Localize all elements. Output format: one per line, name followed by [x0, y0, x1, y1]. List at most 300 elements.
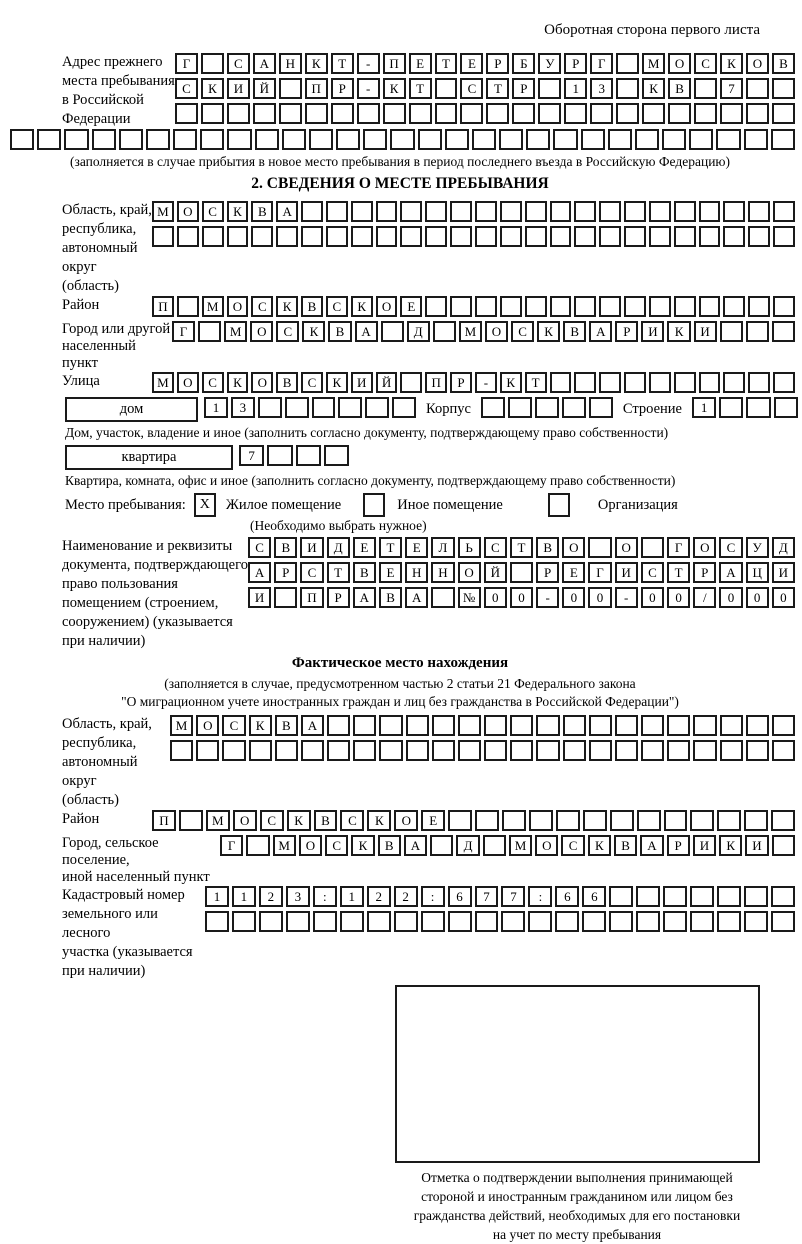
char-cell[interactable]: М	[459, 321, 482, 342]
char-cell[interactable]	[502, 810, 526, 831]
char-cell[interactable]	[418, 129, 442, 150]
char-cell[interactable]: О	[693, 537, 716, 558]
char-cell[interactable]: В	[274, 537, 297, 558]
char-cell[interactable]: М	[152, 201, 174, 222]
char-cell[interactable]	[694, 78, 717, 99]
char-cell[interactable]	[693, 715, 716, 736]
char-cell[interactable]: 1	[232, 886, 256, 907]
char-cell[interactable]	[674, 201, 696, 222]
char-cell[interactable]: К	[276, 296, 298, 317]
char-cell[interactable]	[562, 397, 586, 418]
char-cell[interactable]	[357, 103, 380, 124]
char-cell[interactable]	[484, 715, 507, 736]
char-cell[interactable]	[773, 226, 795, 247]
char-cell[interactable]: С	[641, 562, 664, 583]
char-cell[interactable]	[379, 715, 402, 736]
char-cell[interactable]: К	[351, 296, 373, 317]
char-cell[interactable]	[175, 103, 198, 124]
char-cell[interactable]	[475, 296, 497, 317]
char-cell[interactable]	[64, 129, 88, 150]
char-cell[interactable]	[276, 226, 298, 247]
char-cell[interactable]: П	[152, 296, 174, 317]
char-cell[interactable]	[376, 201, 398, 222]
char-cell[interactable]: К	[719, 835, 742, 856]
char-cell[interactable]	[510, 562, 533, 583]
char-cell[interactable]: :	[313, 886, 337, 907]
char-cell[interactable]	[668, 103, 691, 124]
char-cell[interactable]: 6	[555, 886, 579, 907]
char-cell[interactable]	[636, 911, 660, 932]
actual-city-line[interactable]	[220, 835, 795, 856]
char-cell[interactable]	[119, 129, 143, 150]
char-cell[interactable]: А	[405, 587, 428, 608]
char-cell[interactable]: П	[305, 78, 328, 99]
char-cell[interactable]	[475, 226, 497, 247]
char-cell[interactable]	[400, 226, 422, 247]
char-cell[interactable]	[475, 810, 499, 831]
char-cell[interactable]	[536, 740, 559, 761]
char-cell[interactable]: П	[425, 372, 447, 393]
char-cell[interactable]	[472, 129, 496, 150]
char-cell[interactable]	[723, 201, 745, 222]
char-cell[interactable]: У	[746, 537, 769, 558]
char-cell[interactable]: О	[615, 537, 638, 558]
char-cell[interactable]	[202, 226, 224, 247]
char-cell[interactable]	[305, 103, 328, 124]
char-cell[interactable]: Й	[376, 372, 398, 393]
char-cell[interactable]: М	[642, 53, 665, 74]
char-cell[interactable]	[563, 715, 586, 736]
char-cell[interactable]: Р	[536, 562, 559, 583]
char-cell[interactable]: Л	[431, 537, 454, 558]
char-cell[interactable]: К	[720, 53, 743, 74]
char-cell[interactable]: С	[202, 201, 224, 222]
district-line[interactable]	[152, 296, 795, 317]
char-cell[interactable]: О	[458, 562, 481, 583]
char-cell[interactable]: К	[305, 53, 328, 74]
char-cell[interactable]	[690, 911, 714, 932]
char-cell[interactable]	[301, 201, 323, 222]
char-cell[interactable]: №	[458, 587, 481, 608]
char-cell[interactable]: С	[300, 562, 323, 583]
char-cell[interactable]	[771, 911, 795, 932]
char-cell[interactable]: К	[642, 78, 665, 99]
char-cell[interactable]: К	[667, 321, 690, 342]
char-cell[interactable]: Е	[400, 296, 422, 317]
char-cell[interactable]	[196, 740, 219, 761]
char-cell[interactable]: А	[589, 321, 612, 342]
char-cell[interactable]	[744, 911, 768, 932]
char-cell[interactable]	[556, 810, 580, 831]
char-cell[interactable]	[590, 103, 613, 124]
char-cell[interactable]	[525, 201, 547, 222]
char-cell[interactable]: В	[275, 715, 298, 736]
char-cell[interactable]: Й	[253, 78, 276, 99]
char-cell[interactable]: А	[248, 562, 271, 583]
char-cell[interactable]	[246, 835, 269, 856]
char-cell[interactable]	[771, 129, 795, 150]
char-cell[interactable]	[553, 129, 577, 150]
char-cell[interactable]	[486, 103, 509, 124]
char-cell[interactable]	[529, 810, 553, 831]
char-cell[interactable]: Е	[379, 562, 402, 583]
char-cell[interactable]	[667, 740, 690, 761]
char-cell[interactable]	[624, 201, 646, 222]
char-cell[interactable]	[379, 740, 402, 761]
char-cell[interactable]	[746, 321, 769, 342]
char-cell[interactable]	[205, 911, 229, 932]
char-cell[interactable]: С	[460, 78, 483, 99]
char-cell[interactable]	[431, 587, 454, 608]
char-cell[interactable]: 6	[448, 886, 472, 907]
char-cell[interactable]	[312, 397, 336, 418]
char-cell[interactable]	[331, 103, 354, 124]
char-cell[interactable]	[179, 810, 203, 831]
char-cell[interactable]	[550, 226, 572, 247]
char-cell[interactable]	[694, 103, 717, 124]
char-cell[interactable]	[309, 129, 333, 150]
char-cell[interactable]	[327, 715, 350, 736]
char-cell[interactable]: В	[772, 53, 795, 74]
char-cell[interactable]	[475, 201, 497, 222]
structure-cells[interactable]	[692, 397, 798, 418]
char-cell[interactable]	[610, 810, 634, 831]
char-cell[interactable]	[535, 397, 559, 418]
char-cell[interactable]: Т	[525, 372, 547, 393]
char-cell[interactable]	[649, 226, 671, 247]
char-cell[interactable]	[746, 103, 769, 124]
char-cell[interactable]: К	[302, 321, 325, 342]
char-cell[interactable]	[649, 201, 671, 222]
char-cell[interactable]	[326, 226, 348, 247]
char-cell[interactable]: О	[376, 296, 398, 317]
char-cell[interactable]: Р	[667, 835, 690, 856]
char-cell[interactable]	[460, 103, 483, 124]
char-cell[interactable]	[574, 226, 596, 247]
char-cell[interactable]: Т	[435, 53, 458, 74]
char-cell[interactable]	[253, 103, 276, 124]
char-cell[interactable]: К	[351, 835, 374, 856]
char-cell[interactable]	[699, 226, 721, 247]
char-cell[interactable]	[363, 129, 387, 150]
char-cell[interactable]	[510, 715, 533, 736]
previous-address-line-1[interactable]	[175, 53, 795, 74]
char-cell[interactable]: 7	[720, 78, 743, 99]
char-cell[interactable]: И	[772, 562, 795, 583]
char-cell[interactable]	[435, 103, 458, 124]
char-cell[interactable]: Р	[564, 53, 587, 74]
other-premises-checkbox[interactable]	[363, 493, 385, 517]
char-cell[interactable]	[720, 321, 743, 342]
char-cell[interactable]: К	[383, 78, 406, 99]
char-cell[interactable]: В	[379, 587, 402, 608]
title-document-line-3[interactable]	[248, 587, 795, 608]
char-cell[interactable]: Н	[279, 53, 302, 74]
char-cell[interactable]	[483, 835, 506, 856]
char-cell[interactable]: П	[300, 587, 323, 608]
char-cell[interactable]: -	[615, 587, 638, 608]
char-cell[interactable]	[201, 103, 224, 124]
char-cell[interactable]	[222, 740, 245, 761]
char-cell[interactable]	[641, 537, 664, 558]
char-cell[interactable]: С	[484, 537, 507, 558]
char-cell[interactable]: С	[227, 53, 250, 74]
char-cell[interactable]	[251, 226, 273, 247]
region-line-1[interactable]	[152, 201, 795, 222]
char-cell[interactable]: С	[511, 321, 534, 342]
char-cell[interactable]: У	[538, 53, 561, 74]
char-cell[interactable]: Г	[588, 562, 611, 583]
char-cell[interactable]: В	[563, 321, 586, 342]
char-cell[interactable]	[501, 911, 525, 932]
char-cell[interactable]: К	[588, 835, 611, 856]
char-cell[interactable]: С	[325, 835, 348, 856]
char-cell[interactable]	[152, 226, 174, 247]
char-cell[interactable]: Т	[667, 562, 690, 583]
char-cell[interactable]	[227, 129, 251, 150]
char-cell[interactable]	[336, 129, 360, 150]
char-cell[interactable]: С	[222, 715, 245, 736]
char-cell[interactable]	[574, 372, 596, 393]
char-cell[interactable]: О	[177, 372, 199, 393]
char-cell[interactable]	[744, 129, 768, 150]
char-cell[interactable]: К	[227, 201, 249, 222]
char-cell[interactable]: В	[276, 372, 298, 393]
char-cell[interactable]	[589, 740, 612, 761]
char-cell[interactable]: О	[668, 53, 691, 74]
char-cell[interactable]: И	[745, 835, 768, 856]
char-cell[interactable]	[500, 226, 522, 247]
char-cell[interactable]	[616, 53, 639, 74]
char-cell[interactable]: В	[353, 562, 376, 583]
char-cell[interactable]: М	[224, 321, 247, 342]
char-cell[interactable]	[641, 715, 664, 736]
char-cell[interactable]	[484, 740, 507, 761]
char-cell[interactable]	[720, 740, 743, 761]
char-cell[interactable]	[589, 397, 613, 418]
char-cell[interactable]	[663, 911, 687, 932]
actual-district-line[interactable]	[152, 810, 795, 831]
char-cell[interactable]: Д	[327, 537, 350, 558]
char-cell[interactable]	[409, 103, 432, 124]
char-cell[interactable]: В	[301, 296, 323, 317]
char-cell[interactable]	[662, 129, 686, 150]
char-cell[interactable]	[581, 129, 605, 150]
char-cell[interactable]	[201, 53, 224, 74]
char-cell[interactable]	[249, 740, 272, 761]
char-cell[interactable]	[649, 296, 671, 317]
previous-address-line-4[interactable]	[10, 129, 795, 150]
char-cell[interactable]	[525, 296, 547, 317]
char-cell[interactable]: Р	[512, 78, 535, 99]
char-cell[interactable]	[458, 715, 481, 736]
char-cell[interactable]: 0	[510, 587, 533, 608]
char-cell[interactable]	[772, 103, 795, 124]
char-cell[interactable]	[699, 201, 721, 222]
char-cell[interactable]	[717, 810, 741, 831]
char-cell[interactable]: Ь	[458, 537, 481, 558]
char-cell[interactable]	[772, 715, 795, 736]
char-cell[interactable]: -	[475, 372, 497, 393]
char-cell[interactable]	[259, 911, 283, 932]
char-cell[interactable]	[719, 397, 743, 418]
char-cell[interactable]: Г	[667, 537, 690, 558]
char-cell[interactable]: П	[383, 53, 406, 74]
char-cell[interactable]	[232, 911, 256, 932]
char-cell[interactable]: 7	[239, 445, 264, 466]
char-cell[interactable]	[624, 372, 646, 393]
building-cells[interactable]	[481, 397, 613, 418]
char-cell[interactable]	[771, 810, 795, 831]
char-cell[interactable]	[146, 129, 170, 150]
char-cell[interactable]	[353, 715, 376, 736]
char-cell[interactable]	[624, 226, 646, 247]
char-cell[interactable]	[392, 397, 416, 418]
char-cell[interactable]: С	[248, 537, 271, 558]
char-cell[interactable]	[748, 296, 770, 317]
char-cell[interactable]	[365, 397, 389, 418]
char-cell[interactable]: В	[251, 201, 273, 222]
char-cell[interactable]: М	[206, 810, 230, 831]
char-cell[interactable]: О	[746, 53, 769, 74]
char-cell[interactable]	[10, 129, 34, 150]
char-cell[interactable]	[367, 911, 391, 932]
char-cell[interactable]: В	[668, 78, 691, 99]
char-cell[interactable]: Ц	[746, 562, 769, 583]
char-cell[interactable]	[279, 103, 302, 124]
char-cell[interactable]	[772, 740, 795, 761]
char-cell[interactable]: Т	[486, 78, 509, 99]
char-cell[interactable]: 0	[772, 587, 795, 608]
char-cell[interactable]: /	[693, 587, 716, 608]
char-cell[interactable]	[326, 201, 348, 222]
char-cell[interactable]	[255, 129, 279, 150]
char-cell[interactable]	[748, 226, 770, 247]
char-cell[interactable]: О	[251, 372, 273, 393]
char-cell[interactable]: Т	[327, 562, 350, 583]
char-cell[interactable]	[536, 715, 559, 736]
char-cell[interactable]	[615, 715, 638, 736]
house-number-cells[interactable]	[204, 397, 416, 418]
char-cell[interactable]	[723, 372, 745, 393]
previous-address-line-2[interactable]	[175, 78, 795, 99]
char-cell[interactable]	[340, 911, 364, 932]
char-cell[interactable]: Р	[615, 321, 638, 342]
char-cell[interactable]: М	[152, 372, 174, 393]
char-cell[interactable]: Р	[331, 78, 354, 99]
char-cell[interactable]: О	[535, 835, 558, 856]
char-cell[interactable]	[450, 296, 472, 317]
char-cell[interactable]: Д	[456, 835, 479, 856]
char-cell[interactable]: О	[299, 835, 322, 856]
char-cell[interactable]	[526, 129, 550, 150]
char-cell[interactable]	[425, 201, 447, 222]
char-cell[interactable]: П	[152, 810, 176, 831]
char-cell[interactable]: О	[250, 321, 273, 342]
char-cell[interactable]	[313, 911, 337, 932]
char-cell[interactable]	[616, 78, 639, 99]
title-document-line-1[interactable]	[248, 537, 795, 558]
char-cell[interactable]: С	[260, 810, 284, 831]
char-cell[interactable]: А	[719, 562, 742, 583]
char-cell[interactable]	[512, 103, 535, 124]
char-cell[interactable]	[550, 296, 572, 317]
char-cell[interactable]: С	[719, 537, 742, 558]
char-cell[interactable]	[746, 740, 769, 761]
char-cell[interactable]	[667, 715, 690, 736]
char-cell[interactable]	[177, 226, 199, 247]
char-cell[interactable]	[432, 715, 455, 736]
char-cell[interactable]: С	[326, 296, 348, 317]
char-cell[interactable]	[37, 129, 61, 150]
char-cell[interactable]	[448, 810, 472, 831]
char-cell[interactable]: И	[248, 587, 271, 608]
char-cell[interactable]: Е	[409, 53, 432, 74]
char-cell[interactable]	[771, 886, 795, 907]
char-cell[interactable]: Р	[450, 372, 472, 393]
char-cell[interactable]	[588, 537, 611, 558]
char-cell[interactable]: Е	[421, 810, 445, 831]
char-cell[interactable]: Е	[405, 537, 428, 558]
char-cell[interactable]: А	[301, 715, 324, 736]
char-cell[interactable]	[450, 226, 472, 247]
char-cell[interactable]: И	[693, 835, 716, 856]
char-cell[interactable]: С	[202, 372, 224, 393]
char-cell[interactable]	[609, 886, 633, 907]
char-cell[interactable]: -	[357, 53, 380, 74]
char-cell[interactable]	[582, 911, 606, 932]
char-cell[interactable]	[599, 201, 621, 222]
previous-address-line-3[interactable]	[175, 103, 795, 124]
char-cell[interactable]	[445, 129, 469, 150]
char-cell[interactable]: В	[328, 321, 351, 342]
cadastral-line-2[interactable]	[205, 911, 795, 932]
char-cell[interactable]: :	[528, 886, 552, 907]
char-cell[interactable]: К	[537, 321, 560, 342]
char-cell[interactable]: 0	[746, 587, 769, 608]
char-cell[interactable]: 7	[501, 886, 525, 907]
char-cell[interactable]: Т	[409, 78, 432, 99]
char-cell[interactable]	[170, 740, 193, 761]
char-cell[interactable]: Г	[172, 321, 195, 342]
char-cell[interactable]	[773, 372, 795, 393]
char-cell[interactable]: 0	[562, 587, 585, 608]
char-cell[interactable]	[285, 397, 309, 418]
char-cell[interactable]	[663, 886, 687, 907]
char-cell[interactable]: М	[273, 835, 296, 856]
char-cell[interactable]: -	[536, 587, 559, 608]
char-cell[interactable]: С	[301, 372, 323, 393]
char-cell[interactable]: 1	[204, 397, 228, 418]
char-cell[interactable]: И	[227, 78, 250, 99]
char-cell[interactable]	[744, 810, 768, 831]
char-cell[interactable]	[198, 321, 221, 342]
char-cell[interactable]	[296, 445, 321, 466]
cadastral-line-1[interactable]	[205, 886, 795, 907]
char-cell[interactable]	[716, 129, 740, 150]
char-cell[interactable]	[636, 886, 660, 907]
char-cell[interactable]: О	[233, 810, 257, 831]
char-cell[interactable]	[723, 296, 745, 317]
char-cell[interactable]	[615, 740, 638, 761]
char-cell[interactable]: С	[561, 835, 584, 856]
char-cell[interactable]	[381, 321, 404, 342]
char-cell[interactable]	[425, 226, 447, 247]
char-cell[interactable]	[637, 810, 661, 831]
char-cell[interactable]: 2	[367, 886, 391, 907]
char-cell[interactable]	[690, 886, 714, 907]
char-cell[interactable]	[550, 201, 572, 222]
